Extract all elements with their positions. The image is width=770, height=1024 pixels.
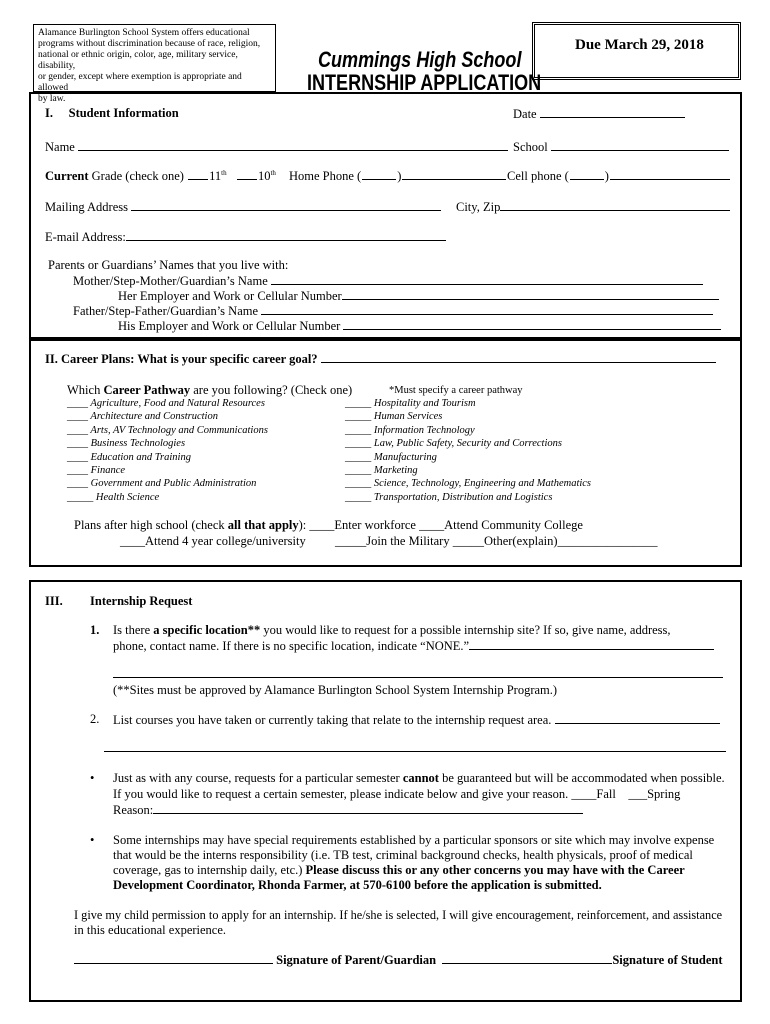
- name-label: Name: [45, 140, 75, 154]
- father-employer-field[interactable]: [118, 318, 721, 334]
- pathway-option[interactable]: _____ Law, Public Safety, Security and Corrections: [345, 438, 562, 450]
- section-3-num: III.: [45, 594, 63, 608]
- right-pathway-list: [345, 398, 591, 505]
- q2-text[interactable]: [113, 712, 720, 728]
- plans-after-hs[interactable]: [74, 518, 583, 533]
- left-pathway-list: [67, 398, 268, 505]
- q2-answer-line[interactable]: [104, 751, 726, 752]
- q1-num: 1.: [90, 623, 100, 637]
- pathway-option[interactable]: ____ Business Technologies: [67, 438, 186, 450]
- parent-signature-label: Signature of Parent/Guardian: [276, 953, 437, 967]
- section-2-heading: II. Career Plans: What is your specific career goal?: [45, 352, 318, 366]
- q2-num: 2.: [90, 712, 100, 726]
- superscript: th: [270, 169, 276, 177]
- bullet1-post: be guaranteed but will be accommodated when possible.: [442, 771, 725, 785]
- fall-option[interactable]: ____Fall: [571, 787, 616, 801]
- pathway-option[interactable]: ____ Architecture and Construction: [67, 411, 218, 423]
- email-label: E-mail Address:: [45, 230, 126, 244]
- father-employer-label: His Employer and Work or Cellular Number: [118, 319, 341, 333]
- plans-military-other[interactable]: [335, 534, 658, 549]
- pathway-option[interactable]: _____ Manufacturing: [345, 451, 437, 463]
- pathway-note: *Must specify a career pathway: [389, 385, 523, 396]
- career-goal-field[interactable]: [45, 351, 716, 367]
- bullet1-pre: Just as with any course, requests for a particular semester: [113, 771, 400, 785]
- bullet1-line1: [113, 771, 725, 786]
- paren: ): [604, 169, 609, 183]
- grade-label: Grade (check one): [91, 169, 184, 184]
- home-phone-field[interactable]: [289, 169, 507, 184]
- section-3-heading: Internship Request: [90, 594, 193, 608]
- q1-answer-line[interactable]: [113, 677, 723, 678]
- grade-10-checkbox[interactable]: [237, 169, 257, 180]
- mother-label: Mother/Step-Mother/Guardian’s Name: [73, 274, 268, 288]
- mailing-label: Mailing Address: [45, 200, 128, 214]
- bullet-icon: •: [90, 833, 95, 847]
- school-field[interactable]: [513, 139, 729, 155]
- reason-label: Reason:: [113, 803, 154, 817]
- date-field[interactable]: [513, 106, 685, 122]
- bullet2-line4: Development Coordinator, Rhonda Farmer, at 570-6100 before the application is submitted.: [113, 878, 602, 892]
- city-zip-label: City, Zip: [456, 200, 501, 214]
- school-label: School: [513, 140, 548, 154]
- name-field[interactable]: [45, 139, 508, 155]
- cell-phone-label: Cell phone (: [507, 169, 569, 183]
- permission-line2: in this educational experience.: [74, 923, 227, 937]
- bullet2-line3-pre: coverage, gas to internship daily, etc.): [113, 863, 303, 877]
- bullet2-line2: that would be the interns responsibility (i.e. TB test, criminal background checks, health physicals, proof of medical: [113, 848, 693, 862]
- date-label: Date: [513, 107, 537, 121]
- email-field[interactable]: [45, 229, 446, 245]
- pathway-option[interactable]: ____ Arts, AV Technology and Communications: [67, 424, 268, 436]
- plans-bold: all that apply: [227, 518, 299, 532]
- notice-line: programs without discrimination because of race, religion,: [38, 39, 261, 49]
- grade-10-label: 10: [257, 169, 271, 184]
- grade-current-label: Current: [45, 169, 89, 184]
- bullet1-line2-text: If you would like to request a certain semester, please indicate below and give your reason.: [113, 787, 569, 801]
- mother-employer-label: Her Employer and Work or Cellular Number: [118, 289, 342, 303]
- pathway-q-bold: Career Pathway: [103, 383, 191, 397]
- plans-line2c: ________________: [557, 534, 658, 548]
- grade-row: [45, 169, 276, 184]
- grade-11-checkbox[interactable]: [188, 169, 208, 180]
- due-date-box: [532, 22, 741, 80]
- plans-4yr[interactable]: ____Attend 4 year college/university: [120, 534, 306, 548]
- bullet1-bold: cannot: [402, 771, 439, 785]
- parents-intro: Parents or Guardians’ Names that you live with:: [48, 258, 289, 272]
- form-title: INTERNSHIP APPLICATION: [307, 70, 542, 95]
- grade-11-label: 11: [209, 169, 222, 184]
- q2-text-label: List courses you have taken or currently taking that relate to the internship request area.: [113, 713, 552, 727]
- section-1-heading: I. Student Information: [45, 106, 179, 120]
- pathway-question: [67, 383, 352, 398]
- plans-post: ): ____Enter workforce ____Attend Community College: [298, 518, 583, 532]
- due-date: Due March 29, 2018: [575, 37, 704, 53]
- mother-employer-field[interactable]: [118, 288, 719, 304]
- bullet2-line3-bold: Please discuss this or any other concerns you may have with the Career: [305, 863, 685, 877]
- notice-line: by law.: [38, 94, 66, 104]
- pathway-option[interactable]: ____ Education and Training: [67, 451, 191, 463]
- cell-phone-field[interactable]: [507, 169, 731, 184]
- notice-line: Alamance Burlington School System offers educational: [38, 28, 250, 38]
- reason-field[interactable]: [113, 802, 583, 818]
- pathway-option[interactable]: _____ Hospitality and Tourism: [345, 398, 476, 409]
- bullet1-line2: [113, 787, 680, 802]
- plans-pre: Plans after high school (check: [74, 518, 225, 532]
- paren: ): [397, 169, 402, 183]
- pathway-option[interactable]: _____ Human Services: [345, 411, 443, 423]
- q1-pre: Is there: [113, 623, 151, 637]
- mother-name-field[interactable]: [73, 273, 703, 289]
- q1-bold: a specific location**: [153, 623, 261, 637]
- father-name-field[interactable]: [73, 303, 713, 319]
- pathway-option[interactable]: ____ Finance: [67, 464, 126, 476]
- home-phone-label: Home Phone (: [289, 169, 362, 183]
- father-label: Father/Step-Father/Guardian’s Name: [73, 304, 259, 318]
- pathway-option[interactable]: _____ Health Science: [67, 491, 160, 503]
- bullet-icon: •: [90, 771, 95, 785]
- q1-post: you would like to request for a possible internship site? If so, give name, address,: [263, 623, 671, 637]
- q1-text: [113, 623, 671, 638]
- plans-line2b: _____Join the Military _____Other(explain): [335, 534, 558, 548]
- pathway-q-post: are you following? (Check one): [193, 383, 353, 397]
- bullet2-line1: Some internships may have special requirements established by a particular sponsors or site which may involve expense: [113, 833, 715, 847]
- pathway-option[interactable]: _____ Information Technology: [345, 424, 475, 436]
- bullet2-line3: [113, 863, 685, 878]
- student-signature-line[interactable]: [442, 952, 612, 964]
- mailing-address-field[interactable]: [45, 199, 441, 215]
- pathway-option[interactable]: _____ Transportation, Distribution and Logistics: [345, 491, 553, 503]
- nondiscrimination-notice: [33, 24, 276, 104]
- pathway-option[interactable]: ____ Agriculture, Food and Natural Resources: [67, 398, 265, 409]
- q1-line2-text: phone, contact name. If there is no specific location, indicate “NONE.”: [113, 639, 470, 653]
- spring-option[interactable]: ___Spring: [628, 787, 681, 801]
- notice-line: national or ethnic origin, color, age, military service, disability,: [38, 50, 238, 71]
- student-signature-label: Signature of Student: [612, 953, 723, 967]
- school-name: Cummings High School: [318, 47, 522, 72]
- permission-line1: I give my child permission to apply for an internship. If he/she is selected, I will give encouragement, reinforcement, and assistance: [74, 908, 723, 922]
- signature-row: [74, 952, 723, 968]
- q1-note: (**Sites must be approved by Alamance Burlington School System Internship Program.): [113, 683, 558, 697]
- pathway-q-pre: Which: [67, 383, 101, 397]
- notice-line: or gender, except where exemption is appropriate and allowed: [38, 72, 242, 93]
- city-zip-field[interactable]: [456, 199, 730, 215]
- pathway-option[interactable]: ____ Government and Public Administration: [67, 478, 257, 490]
- pathway-option[interactable]: _____ Science, Technology, Engineering and Mathematics: [345, 478, 592, 490]
- pathway-option[interactable]: _____ Marketing: [345, 464, 418, 476]
- superscript: th: [221, 169, 227, 177]
- parent-signature-line[interactable]: [74, 952, 273, 964]
- q1-line2[interactable]: [113, 638, 714, 654]
